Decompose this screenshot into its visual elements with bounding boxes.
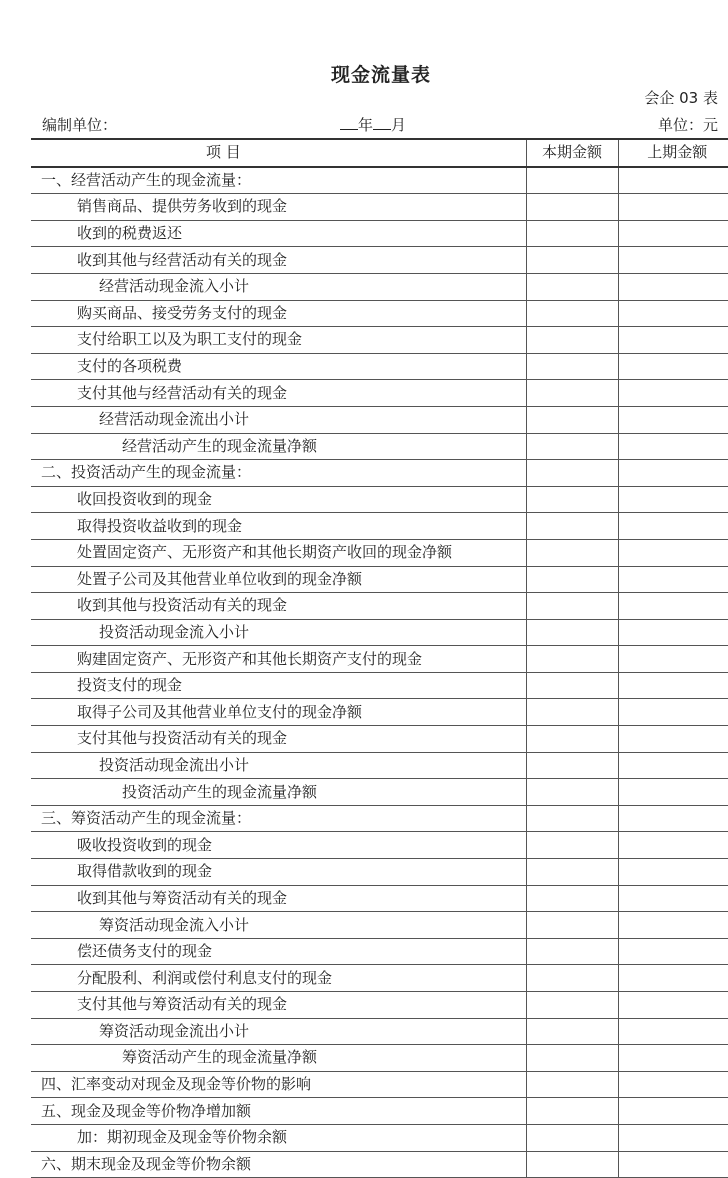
current-amount-cell[interactable]	[526, 805, 618, 832]
table-row	[31, 1018, 728, 1045]
current-amount-cell[interactable]	[526, 885, 618, 912]
table-row	[31, 460, 728, 487]
table-row	[31, 327, 728, 354]
table-header-row	[31, 139, 728, 167]
row-label: 经营活动现金流入小计	[31, 273, 526, 300]
unit-label: 单位：元	[657, 116, 718, 134]
table-row	[31, 167, 728, 194]
current-amount-cell[interactable]	[526, 220, 618, 247]
table-row	[31, 380, 728, 407]
row-label: 吸收投资收到的现金	[31, 832, 526, 859]
current-amount-cell[interactable]	[526, 566, 618, 593]
year-blank	[340, 115, 358, 130]
row-label: 收到其他与经营活动有关的现金	[31, 247, 526, 274]
previous-amount-cell[interactable]	[618, 885, 728, 912]
current-amount-cell[interactable]	[526, 593, 618, 620]
previous-amount-cell[interactable]	[618, 380, 728, 407]
table-body	[31, 167, 728, 1178]
row-label: 二、投资活动产生的现金流量：	[31, 460, 526, 487]
table-row	[31, 486, 728, 513]
row-label: 六、期末现金及现金等价物余额	[31, 1151, 526, 1178]
row-label: 取得借款收到的现金	[31, 859, 526, 886]
previous-amount-cell[interactable]	[618, 912, 728, 939]
previous-amount-cell[interactable]	[618, 965, 728, 992]
row-label: 支付其他与经营活动有关的现金	[31, 380, 526, 407]
current-amount-cell[interactable]	[526, 779, 618, 806]
column-header-current: 本期金额	[526, 139, 618, 167]
month-label: 月	[391, 116, 407, 134]
row-label: 收回投资收到的现金	[31, 486, 526, 513]
previous-amount-cell[interactable]	[618, 752, 728, 779]
row-label: 收到的税费返还	[31, 220, 526, 247]
previous-amount-cell[interactable]	[618, 327, 728, 354]
row-label: 购买商品、接受劳务支付的现金	[31, 300, 526, 327]
table-row	[31, 513, 728, 540]
table-row	[31, 1045, 728, 1072]
row-label: 五、现金及现金等价物净增加额	[31, 1098, 526, 1125]
table-row	[31, 220, 728, 247]
current-amount-cell[interactable]	[526, 406, 618, 433]
current-amount-cell[interactable]	[526, 619, 618, 646]
current-amount-cell[interactable]	[526, 965, 618, 992]
current-amount-cell[interactable]	[526, 433, 618, 460]
current-amount-cell[interactable]	[526, 832, 618, 859]
table-row	[31, 1098, 728, 1125]
table-row	[31, 1151, 728, 1178]
previous-amount-cell[interactable]	[618, 406, 728, 433]
row-label: 一、经营活动产生的现金流量：	[31, 167, 526, 194]
current-amount-cell[interactable]	[526, 513, 618, 540]
row-label: 收到其他与筹资活动有关的现金	[31, 885, 526, 912]
current-amount-cell[interactable]	[526, 380, 618, 407]
previous-amount-cell[interactable]	[618, 859, 728, 886]
month-blank	[373, 115, 391, 130]
previous-amount-cell[interactable]	[618, 1098, 728, 1125]
table-row	[31, 992, 728, 1019]
current-amount-cell[interactable]	[526, 699, 618, 726]
previous-amount-cell[interactable]	[618, 460, 728, 487]
previous-amount-cell[interactable]	[618, 938, 728, 965]
previous-amount-cell[interactable]	[618, 805, 728, 832]
previous-amount-cell[interactable]	[618, 619, 728, 646]
previous-amount-cell[interactable]	[618, 539, 728, 566]
current-amount-cell[interactable]	[526, 327, 618, 354]
row-label: 筹资活动现金流入小计	[31, 912, 526, 939]
table-row	[31, 273, 728, 300]
current-amount-cell[interactable]	[526, 938, 618, 965]
row-label: 筹资活动现金流出小计	[31, 1018, 526, 1045]
current-amount-cell[interactable]	[526, 486, 618, 513]
current-amount-cell[interactable]	[526, 1124, 618, 1151]
current-amount-cell[interactable]	[526, 353, 618, 380]
previous-amount-cell[interactable]	[618, 593, 728, 620]
table-row	[31, 194, 728, 221]
previous-amount-cell[interactable]	[618, 1045, 728, 1072]
row-label: 购建固定资产、无形资产和其他长期资产支付的现金	[31, 646, 526, 673]
current-amount-cell[interactable]	[526, 646, 618, 673]
previous-amount-cell[interactable]	[618, 1124, 728, 1151]
current-amount-cell[interactable]	[526, 672, 618, 699]
previous-amount-cell[interactable]	[618, 486, 728, 513]
table-row	[31, 752, 728, 779]
previous-amount-cell[interactable]	[618, 646, 728, 673]
table-row	[31, 646, 728, 673]
row-label: 处置子公司及其他营业单位收到的现金净额	[31, 566, 526, 593]
row-label: 投资活动产生的现金流量净额	[31, 779, 526, 806]
current-amount-cell[interactable]	[526, 460, 618, 487]
row-label: 销售商品、提供劳务收到的现金	[31, 194, 526, 221]
column-header-item: 项 目	[31, 139, 526, 167]
previous-amount-cell[interactable]	[618, 433, 728, 460]
current-amount-cell[interactable]	[526, 273, 618, 300]
row-label: 加：期初现金及现金等价物余额	[31, 1124, 526, 1151]
table-row	[31, 300, 728, 327]
row-label: 支付给职工以及为职工支付的现金	[31, 327, 526, 354]
previous-amount-cell[interactable]	[618, 726, 728, 753]
table-row	[31, 353, 728, 380]
cash-flow-table	[31, 138, 728, 1178]
previous-amount-cell[interactable]	[618, 513, 728, 540]
previous-amount-cell[interactable]	[618, 1071, 728, 1098]
row-label: 经营活动产生的现金流量净额	[31, 433, 526, 460]
current-amount-cell[interactable]	[526, 300, 618, 327]
previous-amount-cell[interactable]	[618, 1018, 728, 1045]
previous-amount-cell[interactable]	[618, 247, 728, 274]
column-header-previous: 上期金额	[618, 139, 728, 167]
table-row	[31, 805, 728, 832]
table-row	[31, 912, 728, 939]
current-amount-cell[interactable]	[526, 859, 618, 886]
previous-amount-cell[interactable]	[618, 992, 728, 1019]
row-label: 支付其他与筹资活动有关的现金	[31, 992, 526, 1019]
page-title: 现金流量表	[330, 64, 431, 86]
previous-amount-cell[interactable]	[618, 300, 728, 327]
table-row	[31, 406, 728, 433]
cash-flow-table-wrap	[31, 138, 728, 1178]
table-row	[31, 247, 728, 274]
table-row	[31, 885, 728, 912]
table-row	[31, 726, 728, 753]
row-label: 投资活动现金流出小计	[31, 752, 526, 779]
table-row	[31, 593, 728, 620]
table-row	[31, 539, 728, 566]
current-amount-cell[interactable]	[526, 539, 618, 566]
current-amount-cell[interactable]	[526, 1151, 618, 1178]
previous-amount-cell[interactable]	[618, 566, 728, 593]
row-label: 三、筹资活动产生的现金流量：	[31, 805, 526, 832]
row-label: 处置固定资产、无形资产和其他长期资产收回的现金净额	[31, 539, 526, 566]
current-amount-cell[interactable]	[526, 247, 618, 274]
previous-amount-cell[interactable]	[618, 1151, 728, 1178]
table-row	[31, 1124, 728, 1151]
previous-amount-cell[interactable]	[618, 273, 728, 300]
current-amount-cell[interactable]	[526, 1018, 618, 1045]
previous-amount-cell[interactable]	[618, 194, 728, 221]
prepared-by-label: 编制单位：	[42, 116, 118, 134]
period-field	[340, 114, 406, 135]
row-label: 支付其他与投资活动有关的现金	[31, 726, 526, 753]
form-code: 会企 03 表	[644, 89, 718, 107]
current-amount-cell[interactable]	[526, 167, 618, 194]
table-row	[31, 433, 728, 460]
previous-amount-cell[interactable]	[618, 220, 728, 247]
row-label: 取得子公司及其他营业单位支付的现金净额	[31, 699, 526, 726]
current-amount-cell[interactable]	[526, 1071, 618, 1098]
previous-amount-cell[interactable]	[618, 353, 728, 380]
row-label: 偿还债务支付的现金	[31, 938, 526, 965]
table-row	[31, 619, 728, 646]
row-label: 投资活动现金流入小计	[31, 619, 526, 646]
table-row	[31, 779, 728, 806]
current-amount-cell[interactable]	[526, 1098, 618, 1125]
current-amount-cell[interactable]	[526, 1045, 618, 1072]
row-label: 四、汇率变动对现金及现金等价物的影响	[31, 1071, 526, 1098]
row-label: 分配股利、利润或偿付利息支付的现金	[31, 965, 526, 992]
table-row	[31, 1071, 728, 1098]
row-label: 收到其他与投资活动有关的现金	[31, 593, 526, 620]
current-amount-cell[interactable]	[526, 912, 618, 939]
current-amount-cell[interactable]	[526, 726, 618, 753]
table-row	[31, 938, 728, 965]
current-amount-cell[interactable]	[526, 194, 618, 221]
previous-amount-cell[interactable]	[618, 672, 728, 699]
previous-amount-cell[interactable]	[618, 699, 728, 726]
table-row	[31, 859, 728, 886]
current-amount-cell[interactable]	[526, 752, 618, 779]
table-row	[31, 566, 728, 593]
previous-amount-cell[interactable]	[618, 167, 728, 194]
previous-amount-cell[interactable]	[618, 779, 728, 806]
table-row	[31, 832, 728, 859]
year-label: 年	[358, 116, 374, 134]
table-row	[31, 699, 728, 726]
row-label: 取得投资收益收到的现金	[31, 513, 526, 540]
table-row	[31, 965, 728, 992]
row-label: 支付的各项税费	[31, 353, 526, 380]
row-label: 筹资活动产生的现金流量净额	[31, 1045, 526, 1072]
row-label: 经营活动现金流出小计	[31, 406, 526, 433]
current-amount-cell[interactable]	[526, 992, 618, 1019]
row-label: 投资支付的现金	[31, 672, 526, 699]
previous-amount-cell[interactable]	[618, 832, 728, 859]
table-row	[31, 672, 728, 699]
